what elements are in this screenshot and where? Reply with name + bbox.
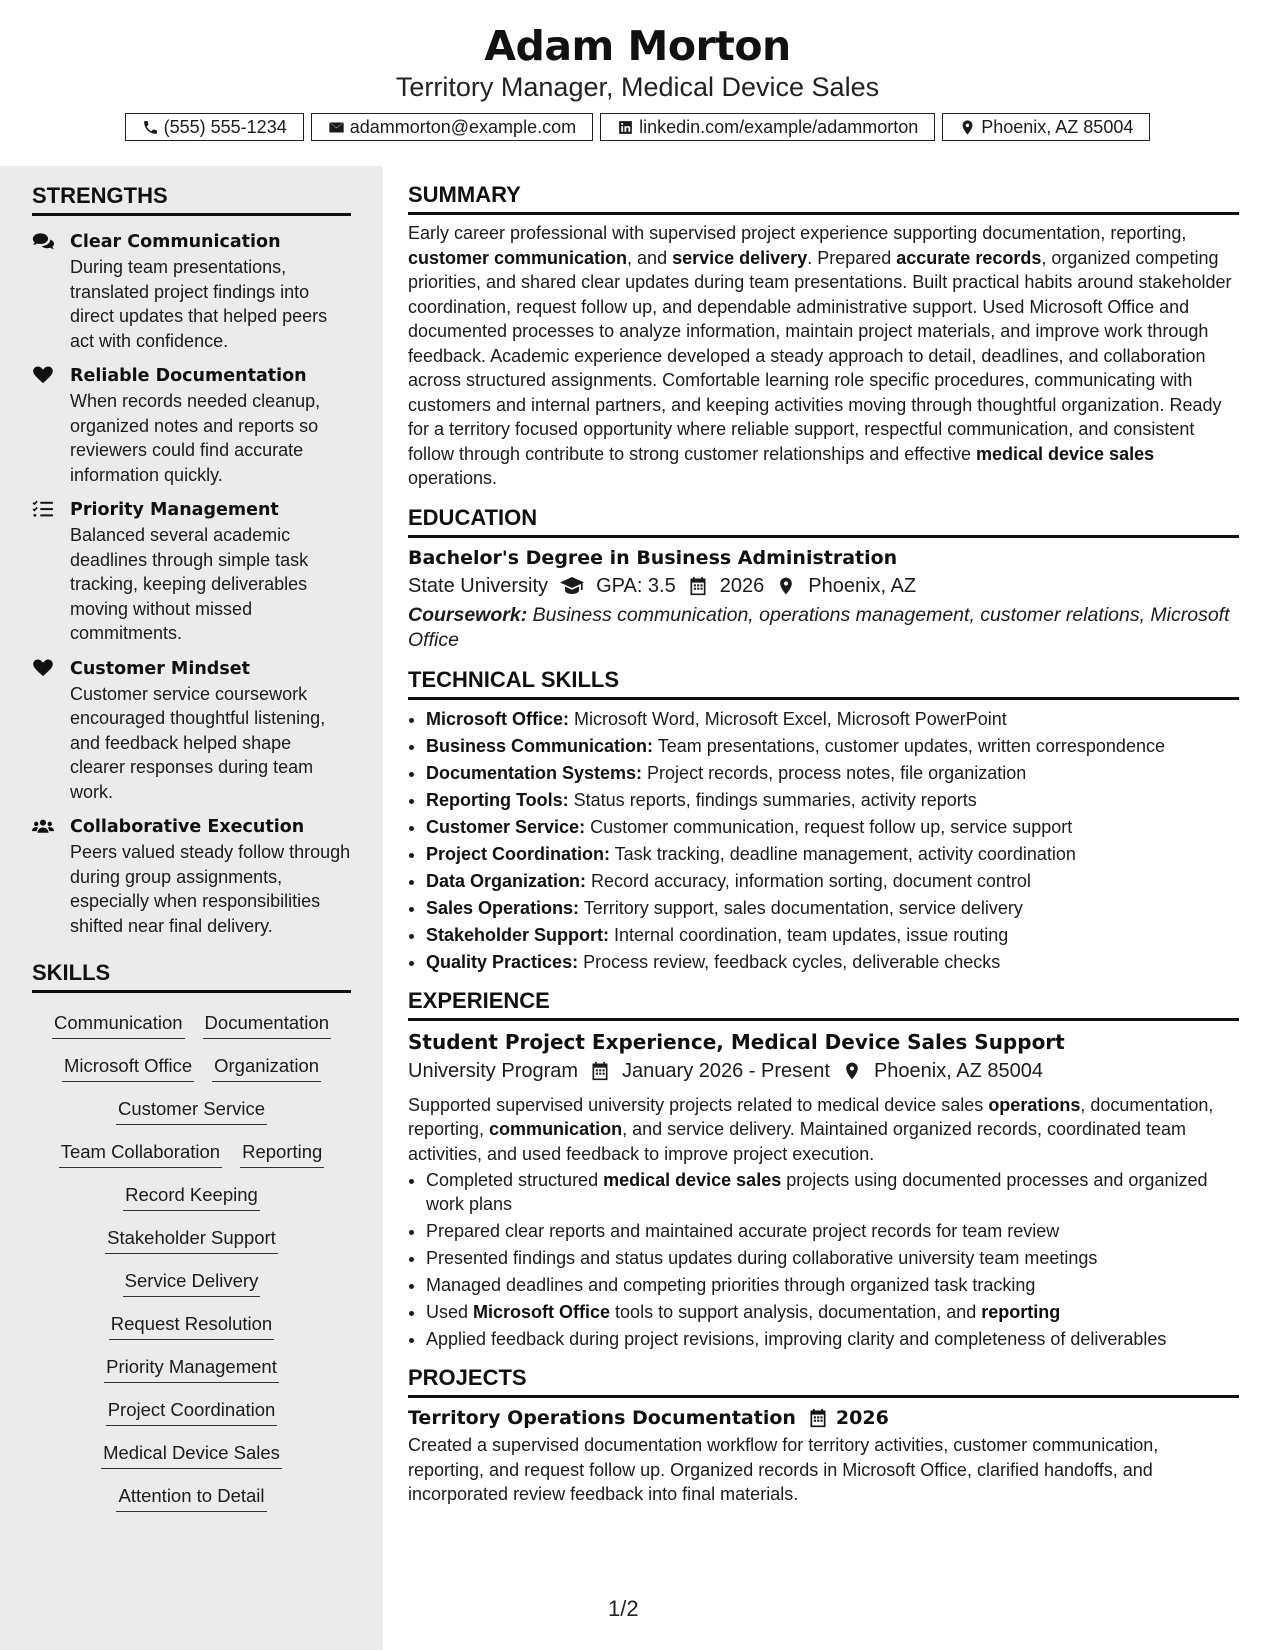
- skill-tag: Organization: [212, 1053, 321, 1082]
- calendar-icon: [688, 576, 708, 596]
- job-title: Student Project Experience, Medical Device Sales Support: [408, 1029, 1065, 1054]
- candidate-title: Territory Manager, Medical Device Sales: [395, 72, 880, 102]
- strength-text: Peers valued steady follow through during group assignments, especially when responsibilities shifted near final delivery.: [70, 842, 351, 936]
- list-item: [426, 788, 1239, 812]
- envelope-icon: [328, 119, 345, 136]
- skill-values: Status reports, findings summaries, activity reports: [568, 789, 977, 810]
- skill-category: Customer Service:: [426, 816, 586, 837]
- skill-tag: Service Delivery: [123, 1268, 261, 1297]
- skill-tag: Project Coordination: [106, 1397, 278, 1426]
- main-column: [408, 182, 1239, 1521]
- emphasis-text: operations: [988, 1094, 1081, 1115]
- list-item: [426, 734, 1239, 758]
- technical-skills-list: [408, 707, 1239, 974]
- phone-icon: [142, 119, 159, 136]
- strength-title: Collaborative Execution: [70, 817, 305, 837]
- education-section: [408, 505, 1239, 653]
- strengths-heading: STRENGTHS: [32, 183, 351, 216]
- coursework-text: Business communication, operations management, customer relations, Microsoft Office: [408, 603, 1230, 651]
- linkedin-icon: [617, 119, 634, 136]
- job-dates: January 2026 - Present: [622, 1059, 830, 1082]
- coursework: [408, 603, 1239, 653]
- contact-linkedin: [600, 113, 935, 141]
- skill-category: Quality Practices:: [426, 951, 579, 972]
- experience-section: [408, 988, 1239, 1352]
- education-location: Phoenix, AZ: [808, 574, 917, 597]
- text-run: , organized competing priorities, and shared clear updates during team presentations. Built practical habits around stakeholder coordination, request follow up, and dependable administrative support. Used Microsoft Office and documented processes to analyze information, maintain project materials, and improve work through feedback. Academic experience developed a steady approach to detail, deadlines, and collaboration across structured assignments. Comfortable learning role specific procedures, communicating with customers and internal partners, and keeping activities moving through thoughtful organization. Ready for a territory focused opportunity where reliable support, respectful communication, and consistent follow through contribute to strong customer relationships and effective: [408, 247, 1232, 464]
- emphasis-text: service delivery: [672, 247, 808, 268]
- project-header: [408, 1407, 1239, 1429]
- technical-skills-section: [408, 667, 1239, 974]
- skill-category: Stakeholder Support:: [426, 924, 610, 945]
- project-description: Created a supervised documentation workflow for territory activities, customer communication, reporting, and request follow up. Organized records in Microsoft Office, clarified handoffs, and incorporated review feedback into final materials.: [408, 1435, 1159, 1504]
- skill-tag: Customer Service: [116, 1096, 267, 1125]
- skill-values: Record accuracy, information sorting, document control: [586, 870, 1031, 891]
- list-item: [426, 707, 1239, 731]
- skill-tag: Documentation: [203, 1010, 331, 1039]
- list-item: [426, 896, 1239, 920]
- calendar-icon: [590, 1061, 610, 1081]
- strength-text: Balanced several academic deadlines through simple task tracking, keeping deliverables moving without missed commitments.: [70, 525, 309, 643]
- education-meta: [408, 575, 1239, 598]
- project-year: 2026: [835, 1407, 889, 1429]
- text-run: Presented findings and status updates during collaborative university team meetings: [426, 1248, 1098, 1268]
- map-pin-icon: [776, 576, 796, 596]
- list-item: [426, 869, 1239, 893]
- text-run: , documentation, reporting,: [408, 1094, 1214, 1139]
- skill-values: Microsoft Word, Microsoft Excel, Microsoft PowerPoint: [569, 708, 1007, 729]
- list-item: [426, 815, 1239, 839]
- emphasis-text: customer communication: [408, 247, 628, 268]
- contact-bar: [0, 113, 1275, 141]
- skill-values: Process review, feedback cycles, deliverable checks: [578, 951, 1001, 972]
- list-item: [426, 761, 1239, 785]
- strength-text: When records needed cleanup, organized notes and reports so reviewers could find accurate information quickly.: [70, 391, 321, 485]
- text-run: , and: [627, 247, 673, 268]
- users-icon: [32, 817, 54, 835]
- summary-text: [408, 221, 1239, 491]
- skill-values: Task tracking, deadline management, activity coordination: [610, 843, 1076, 864]
- strength-item: [32, 497, 351, 646]
- contact-email-text: adammorton@example.com: [349, 116, 577, 137]
- summary-section: [408, 182, 1239, 491]
- strengths-list: [32, 229, 351, 938]
- summary-heading: SUMMARY: [408, 182, 1239, 215]
- strength-item: [32, 814, 351, 938]
- experience-meta: [408, 1060, 1239, 1083]
- text-run: tools to support analysis, documentation, and: [610, 1302, 982, 1322]
- strength-text: During team presentations, translated project findings into direct updates that helped peers act with confidence.: [70, 257, 328, 351]
- skill-category: Documentation Systems:: [426, 762, 643, 783]
- technical-skills-heading: TECHNICAL SKILLS: [408, 667, 1239, 700]
- contact-phone-text: (555) 555-1234: [163, 116, 287, 137]
- job-description: [408, 1093, 1239, 1167]
- text-run: , and service delivery. Maintained organized records, coordinated team activities, and used feedback to improve project execution.: [408, 1119, 1187, 1164]
- strength-text: Customer service coursework encouraged thoughtful listening, and feedback helped shape clearer responses during team work.: [70, 683, 326, 802]
- list-item: [426, 950, 1239, 974]
- strength-title: Customer Mindset: [70, 658, 250, 679]
- skill-tag: Attention to Detail: [116, 1483, 266, 1512]
- strength-item: [32, 229, 351, 353]
- projects-section: [408, 1365, 1239, 1507]
- list-item: [426, 1168, 1239, 1216]
- text-run: Managed deadlines and competing priorities through organized task tracking: [426, 1275, 1036, 1295]
- contact-email: [311, 113, 593, 141]
- contact-location: [942, 113, 1150, 141]
- sidebar: [0, 166, 383, 1650]
- skill-values: Customer communication, request follow up, service support: [585, 816, 1073, 837]
- text-run: Supported supervised university projects related to medical device sales: [408, 1094, 989, 1115]
- strength-item: [32, 363, 351, 487]
- text-run: Completed structured: [426, 1170, 604, 1190]
- job-location: Phoenix, AZ 85004: [873, 1059, 1043, 1082]
- job-bullets: [408, 1168, 1239, 1351]
- list-item: [426, 1219, 1239, 1243]
- list-item: [426, 1246, 1239, 1270]
- skill-category: Reporting Tools:: [426, 789, 569, 810]
- contact-phone: [125, 113, 304, 141]
- map-pin-icon: [842, 1061, 862, 1081]
- skill-values: Internal coordination, team updates, issue routing: [609, 924, 1009, 945]
- text-run: Prepared clear reports and maintained accurate project records for team review: [426, 1221, 1060, 1241]
- page-number: 1/2: [608, 1596, 639, 1621]
- task-list-icon: [32, 500, 54, 518]
- list-item: [426, 1300, 1239, 1324]
- candidate-name: Adam Morton: [484, 22, 791, 70]
- strength-item: [32, 656, 351, 805]
- heart-icon: [32, 659, 54, 677]
- text-run: operations.: [408, 468, 498, 488]
- text-run: . Prepared: [807, 247, 897, 268]
- heart-icon: [32, 366, 54, 384]
- skill-tag: Reporting: [240, 1139, 324, 1168]
- skill-tag: Communication: [52, 1010, 185, 1039]
- skill-tag: Microsoft Office: [62, 1053, 194, 1082]
- skill-tag: Priority Management: [104, 1354, 279, 1383]
- emphasis-text: medical device sales: [603, 1170, 782, 1190]
- graduation-year: 2026: [719, 574, 765, 597]
- skill-tag: Stakeholder Support: [105, 1225, 278, 1254]
- skill-category: Microsoft Office:: [426, 708, 570, 729]
- skill-values: Project records, process notes, file organization: [642, 762, 1027, 783]
- strength-title: Reliable Documentation: [70, 366, 307, 386]
- project-title: Territory Operations Documentation: [408, 1407, 796, 1429]
- coursework-label: Coursework:: [408, 603, 528, 626]
- degree-title: Bachelor's Degree in Business Administration: [408, 546, 898, 569]
- emphasis-text: medical device sales: [975, 443, 1155, 464]
- organization: University Program: [408, 1059, 579, 1082]
- text-run: Early career professional with supervised project experience supporting documentation, reporting,: [408, 223, 1187, 243]
- list-item: [426, 923, 1239, 947]
- skill-category: Business Communication:: [426, 735, 654, 756]
- strength-title: Priority Management: [70, 500, 279, 520]
- comments-icon: [32, 232, 54, 250]
- skills-heading: SKILLS: [32, 960, 351, 993]
- emphasis-text: Microsoft Office: [473, 1302, 611, 1322]
- map-pin-icon: [959, 119, 976, 136]
- list-item: [426, 842, 1239, 866]
- school-name: State University: [408, 574, 549, 597]
- text-run: Used: [426, 1302, 474, 1322]
- skills-list: [32, 1010, 351, 1512]
- skill-values: Territory support, sales documentation, service delivery: [579, 897, 1023, 918]
- emphasis-text: reporting: [981, 1302, 1061, 1322]
- skill-tag: Record Keeping: [123, 1182, 260, 1211]
- skill-values: Team presentations, customer updates, written correspondence: [653, 735, 1165, 756]
- emphasis-text: accurate records: [896, 247, 1042, 268]
- education-heading: EDUCATION: [408, 505, 1239, 538]
- gpa: GPA: 3.5: [596, 574, 676, 597]
- list-item: [426, 1327, 1239, 1351]
- skill-category: Project Coordination:: [426, 843, 610, 864]
- skill-tag: Medical Device Sales: [101, 1440, 282, 1469]
- skill-tag: Team Collaboration: [59, 1139, 222, 1168]
- text-run: Applied feedback during project revisions, improving clarity and completeness of deliverables: [426, 1329, 1167, 1349]
- strength-title: Clear Communication: [70, 232, 281, 252]
- calendar-icon: [808, 1408, 828, 1428]
- list-item: [426, 1273, 1239, 1297]
- skill-category: Sales Operations:: [426, 897, 580, 918]
- skill-tag: Request Resolution: [109, 1311, 274, 1340]
- emphasis-text: communication: [489, 1119, 623, 1139]
- text-run: projects using documented processes and organized work plans: [426, 1170, 1208, 1214]
- projects-heading: PROJECTS: [408, 1365, 1239, 1398]
- graduation-cap-icon: [560, 576, 584, 596]
- contact-linkedin-text: linkedin.com/example/adammorton: [639, 116, 919, 137]
- skill-category: Data Organization:: [426, 870, 587, 891]
- contact-location-text: Phoenix, AZ 85004: [981, 116, 1134, 137]
- experience-heading: EXPERIENCE: [408, 988, 1239, 1021]
